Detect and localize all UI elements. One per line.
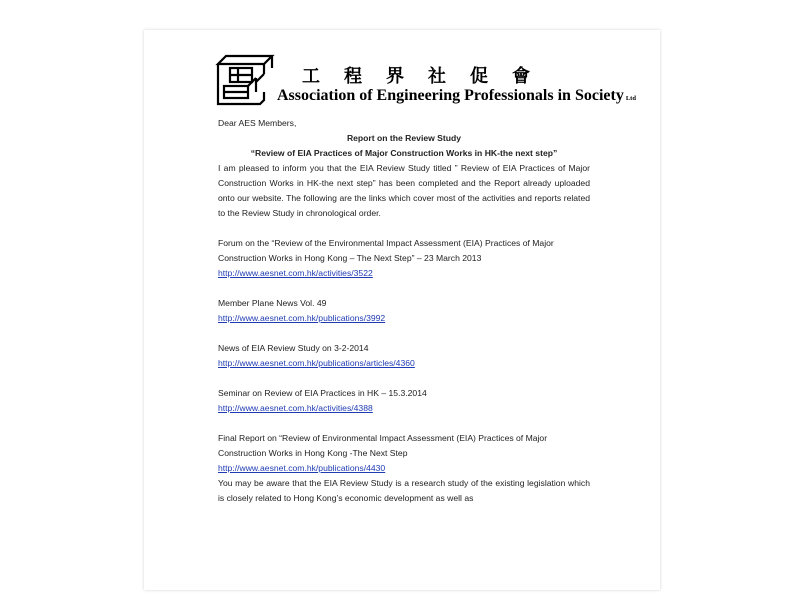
activity-4388-link[interactable]: http://www.aesnet.com.hk/activities/4388: [218, 403, 373, 413]
letter-body: [218, 116, 590, 506]
item-text: Member Plane News Vol. 49: [218, 298, 327, 308]
list-item: [218, 341, 590, 371]
list-item: [218, 386, 590, 416]
publication-3992-link[interactable]: http://www.aesnet.com.hk/publications/3992: [218, 313, 386, 323]
english-org-name: [277, 87, 636, 105]
item-text: Seminar on Review of EIA Practices in HK – 15.3.2014: [218, 388, 427, 398]
list-item: [218, 236, 590, 281]
intro-paragraph: I am pleased to inform you that the EIA Review Study titled ” Review of EIA Practices of Major Construction Works in HK-the next step” has been completed and the Report already uploaded onto our website. The following are the links which cover most of the activities and reports related to the Review Study in chronological order.: [218, 163, 590, 218]
report-title-line-1: Report on the Review Study: [346, 133, 462, 143]
activity-3522-link[interactable]: http://www.aesnet.com.hk/activities/3522: [218, 268, 373, 278]
item-text: Final Report on “Review of Environmental Impact Assessment (EIA) Practices of Major Construction Works in Hong Kong -The Next Step: [218, 433, 548, 458]
ltd-label: Ltd: [625, 95, 636, 102]
closing-paragraph: You may be aware that the EIA Review Study is a research study of the existing legislation which is closely related to Hong Kong’s economic development as well as: [218, 478, 590, 503]
greeting: Dear AES Members,: [218, 118, 297, 128]
report-title-line-2: “Review of EIA Practices of Major Construction Works in HK-the next step”: [250, 148, 558, 158]
english-org-name-text: Association of Engineering Professionals in Society: [277, 87, 624, 104]
item-text: News of EIA Review Study on 3-2-2014: [218, 343, 369, 353]
item-text: Forum on the “Review of the Environmental Impact Assessment (EIA) Practices of Major Construction Works in Hong Kong – The Next Step” – 23 March 2013: [218, 238, 554, 263]
article-4360-link[interactable]: http://www.aesnet.com.hk/publications/articles/4360: [218, 358, 415, 368]
chinese-org-name: 工程界社促會: [302, 66, 554, 87]
list-item: [218, 296, 590, 326]
report-title: [218, 131, 590, 161]
document-page: [144, 30, 660, 590]
list-item: [218, 431, 590, 476]
publication-4430-link[interactable]: http://www.aesnet.com.hk/publications/4430: [218, 463, 386, 473]
aes-logo-icon: [214, 52, 276, 108]
